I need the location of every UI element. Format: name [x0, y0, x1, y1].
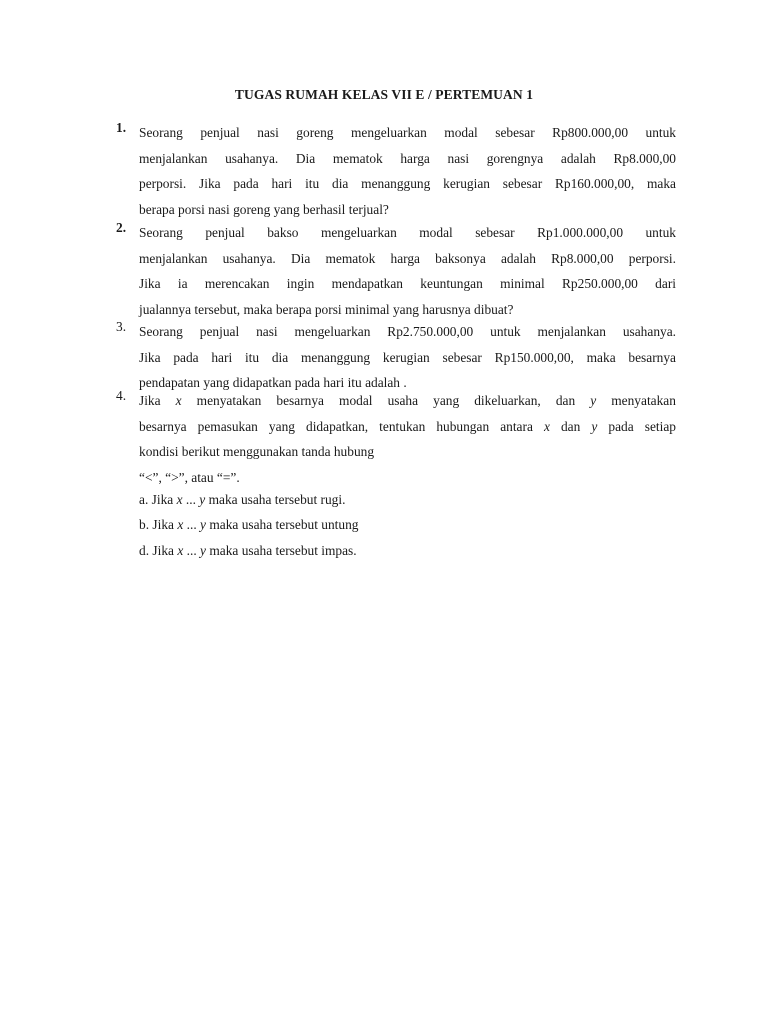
question-number: 1. [116, 120, 127, 135]
variable-y: y [200, 543, 206, 558]
variable-x: x [543, 418, 550, 434]
page-title: TUGAS RUMAH KELAS VII E / PERTEMUAN 1 [234, 87, 534, 102]
question-line: perporsi. Jika pada hari itu dia menanggung kerugian sebesar Rp160.000,00, maka [139, 176, 676, 191]
question-line: Jika x menyatakan besarnya modal usaha yang dikeluarkan, dan y menyatakan [139, 393, 676, 408]
variable-x: x [177, 517, 184, 532]
sub-item-a: a. Jika x ... y maka usaha tersebut rugi. [139, 492, 346, 507]
question-text [139, 120, 676, 222]
question-line: Seorang penjual nasi mengeluarkan Rp2.750.000,00 untuk menjalankan usahanya. [139, 324, 676, 339]
variable-y: y [591, 418, 598, 434]
variable-y: y [200, 517, 206, 532]
sub-item-b: b. Jika x ... y maka usaha tersebut untung [139, 517, 359, 532]
question-line: jualannya tersebut, maka berapa porsi minimal yang harusnya dibuat? [139, 301, 514, 317]
variable-x: x [176, 492, 183, 507]
question-line: menjalankan usahanya. Dia mematok harga baksonya adalah Rp8.000,00 perporsi. [139, 250, 676, 266]
question-4 [116, 388, 676, 490]
question-text [139, 220, 676, 322]
question-number: 3. [116, 319, 127, 334]
question-text [139, 388, 676, 490]
variable-x: x [177, 543, 184, 558]
question-line: Jika pada hari itu dia menanggung kerugian sebesar Rp150.000,00, maka besarnya [139, 349, 676, 365]
question-number: 2. [116, 220, 127, 235]
question-1 [116, 120, 676, 222]
question-line: besarnya pemasukan yang didapatkan, tentukan hubungan antara x dan y pada setiap [139, 418, 676, 434]
question-2 [116, 220, 676, 322]
question-line: berapa porsi nasi goreng yang berhasil terjual? [139, 201, 389, 217]
question-line: menjalankan usahanya. Dia mematok harga nasi gorengnya adalah Rp8.000,00 [139, 150, 676, 166]
question-3 [116, 319, 676, 396]
question-text [139, 319, 676, 396]
question-line: Seorang penjual bakso mengeluarkan modal sebesar Rp1.000.000,00 untuk [139, 225, 676, 240]
question-line: Jika ia merencakan ingin mendapatkan keuntungan minimal Rp250.000,00 dari [139, 276, 676, 291]
question-number: 4. [116, 388, 127, 403]
question-line: pendapatan yang didapatkan pada hari itu adalah . [139, 375, 407, 390]
question-line: Seorang penjual nasi goreng mengeluarkan modal sebesar Rp800.000,00 untuk [139, 125, 676, 140]
question-line: “<”, “>”, atau “=”. [139, 469, 240, 485]
sub-item-d: d. Jika x ... y maka usaha tersebut impas. [139, 543, 357, 558]
variable-x: x [175, 393, 182, 408]
question-line: kondisi berikut menggunakan tanda hubung [139, 444, 375, 459]
variable-y: y [199, 492, 206, 507]
variable-y: y [590, 393, 597, 408]
